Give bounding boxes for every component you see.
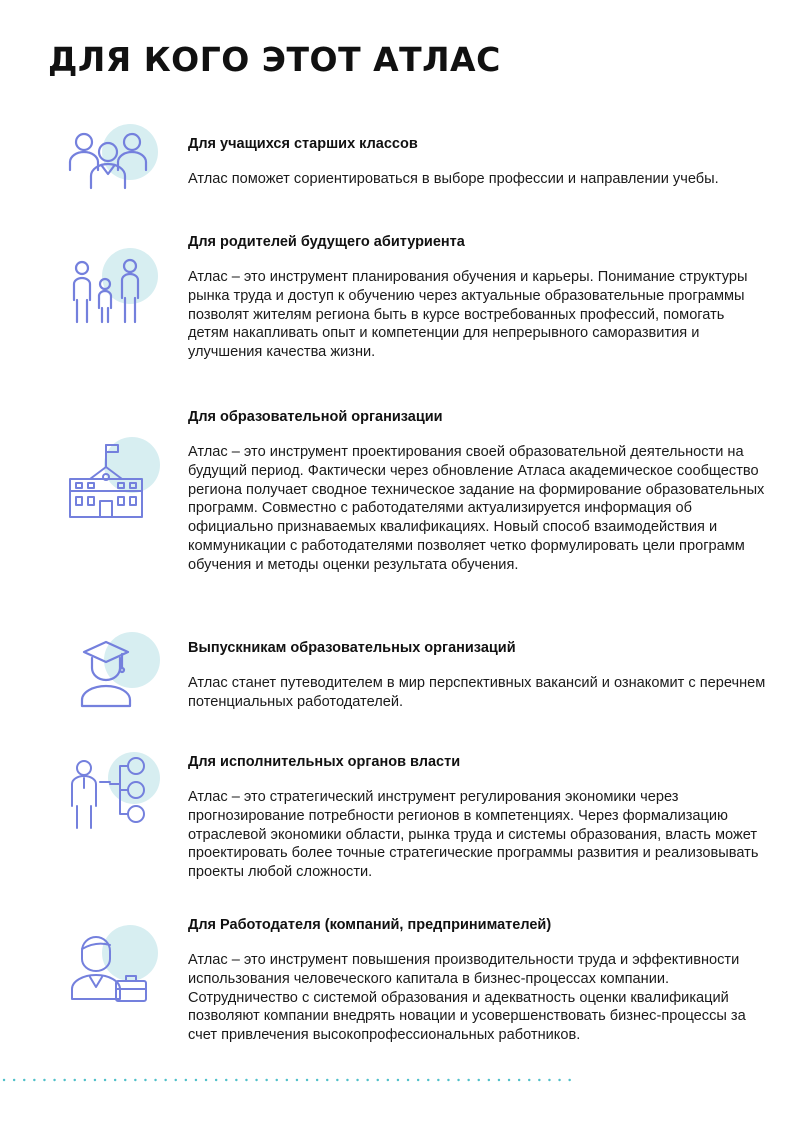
section-heading: Для учащихся старших классов (188, 136, 418, 152)
students-icon (60, 120, 170, 210)
school-building-icon (60, 435, 170, 525)
employer-icon (60, 921, 170, 1011)
section-body: Атлас – это инструмент повышения производительности труда и эффективности использования человеческого капитала в бизнес-процессах компании. Сотрудничество с системой образования и адекватность оценки квалификаций позволяют компании внедрять новации и усовершенствовать бизнес-процессы за счет привлечения высокопрофессиональных работников. (188, 952, 746, 1044)
official-hierarchy-icon (60, 744, 170, 834)
section-body: Атлас – это стратегический инструмент регулирования экономики через прогнозирование потребности регионов в компетенциях. Через формализацию отраслевой экономики области, рынка труда и системы образования, власть может проектировать более точные стратегические программы развития и реализовывать проекты любой сложности. (188, 789, 759, 881)
section-body: Атлас поможет сориентироваться в выборе профессии и направлении учебы. (188, 171, 719, 187)
section-heading: Для Работодателя (компаний, предпринимателей) (188, 917, 552, 933)
dotted-divider (0, 1077, 580, 1083)
section-heading: Для образовательной организации (188, 409, 443, 425)
section-body: Атлас – это инструмент проектирования своей образовательной деятельности на будущий период. Фактически через обновление Атласа академическое сообщество региона получает сводное техническое задание на формирование образовательных программ. Совместно с работодателями актуализируется информация об официально признаваемых квалификациях. Новый способ взаимодействия и коммуникации с работодателями позволяет четко формулировать цели программ обучения и методы оценки результата обучения. (188, 444, 765, 573)
graduate-icon (60, 630, 170, 720)
section-heading: Выпускникам образовательных организаций (188, 640, 516, 656)
section-body: Атлас станет путеводителем в мир перспективных вакансий и ознакомит с перечнем потенциальных работодателей. (188, 675, 766, 710)
section-body: Атлас – это инструмент планирования обучения и карьеры. Понимание структуры рынка труда и доступ к обучению через актуальные образовательные программы позволят жителям региона быть в курсе востребованных профессий, помогать детям накапливать опыт и компетенции для непрерывного саморазвития и улучшения качества жизни. (188, 269, 748, 361)
family-icon (60, 248, 170, 338)
page-title: ДЛЯ КОГО ЭТОТ АТЛАС (48, 40, 501, 79)
section-heading: Для исполнительных органов власти (188, 754, 461, 770)
section-heading: Для родителей будущего абитуриента (188, 234, 465, 250)
